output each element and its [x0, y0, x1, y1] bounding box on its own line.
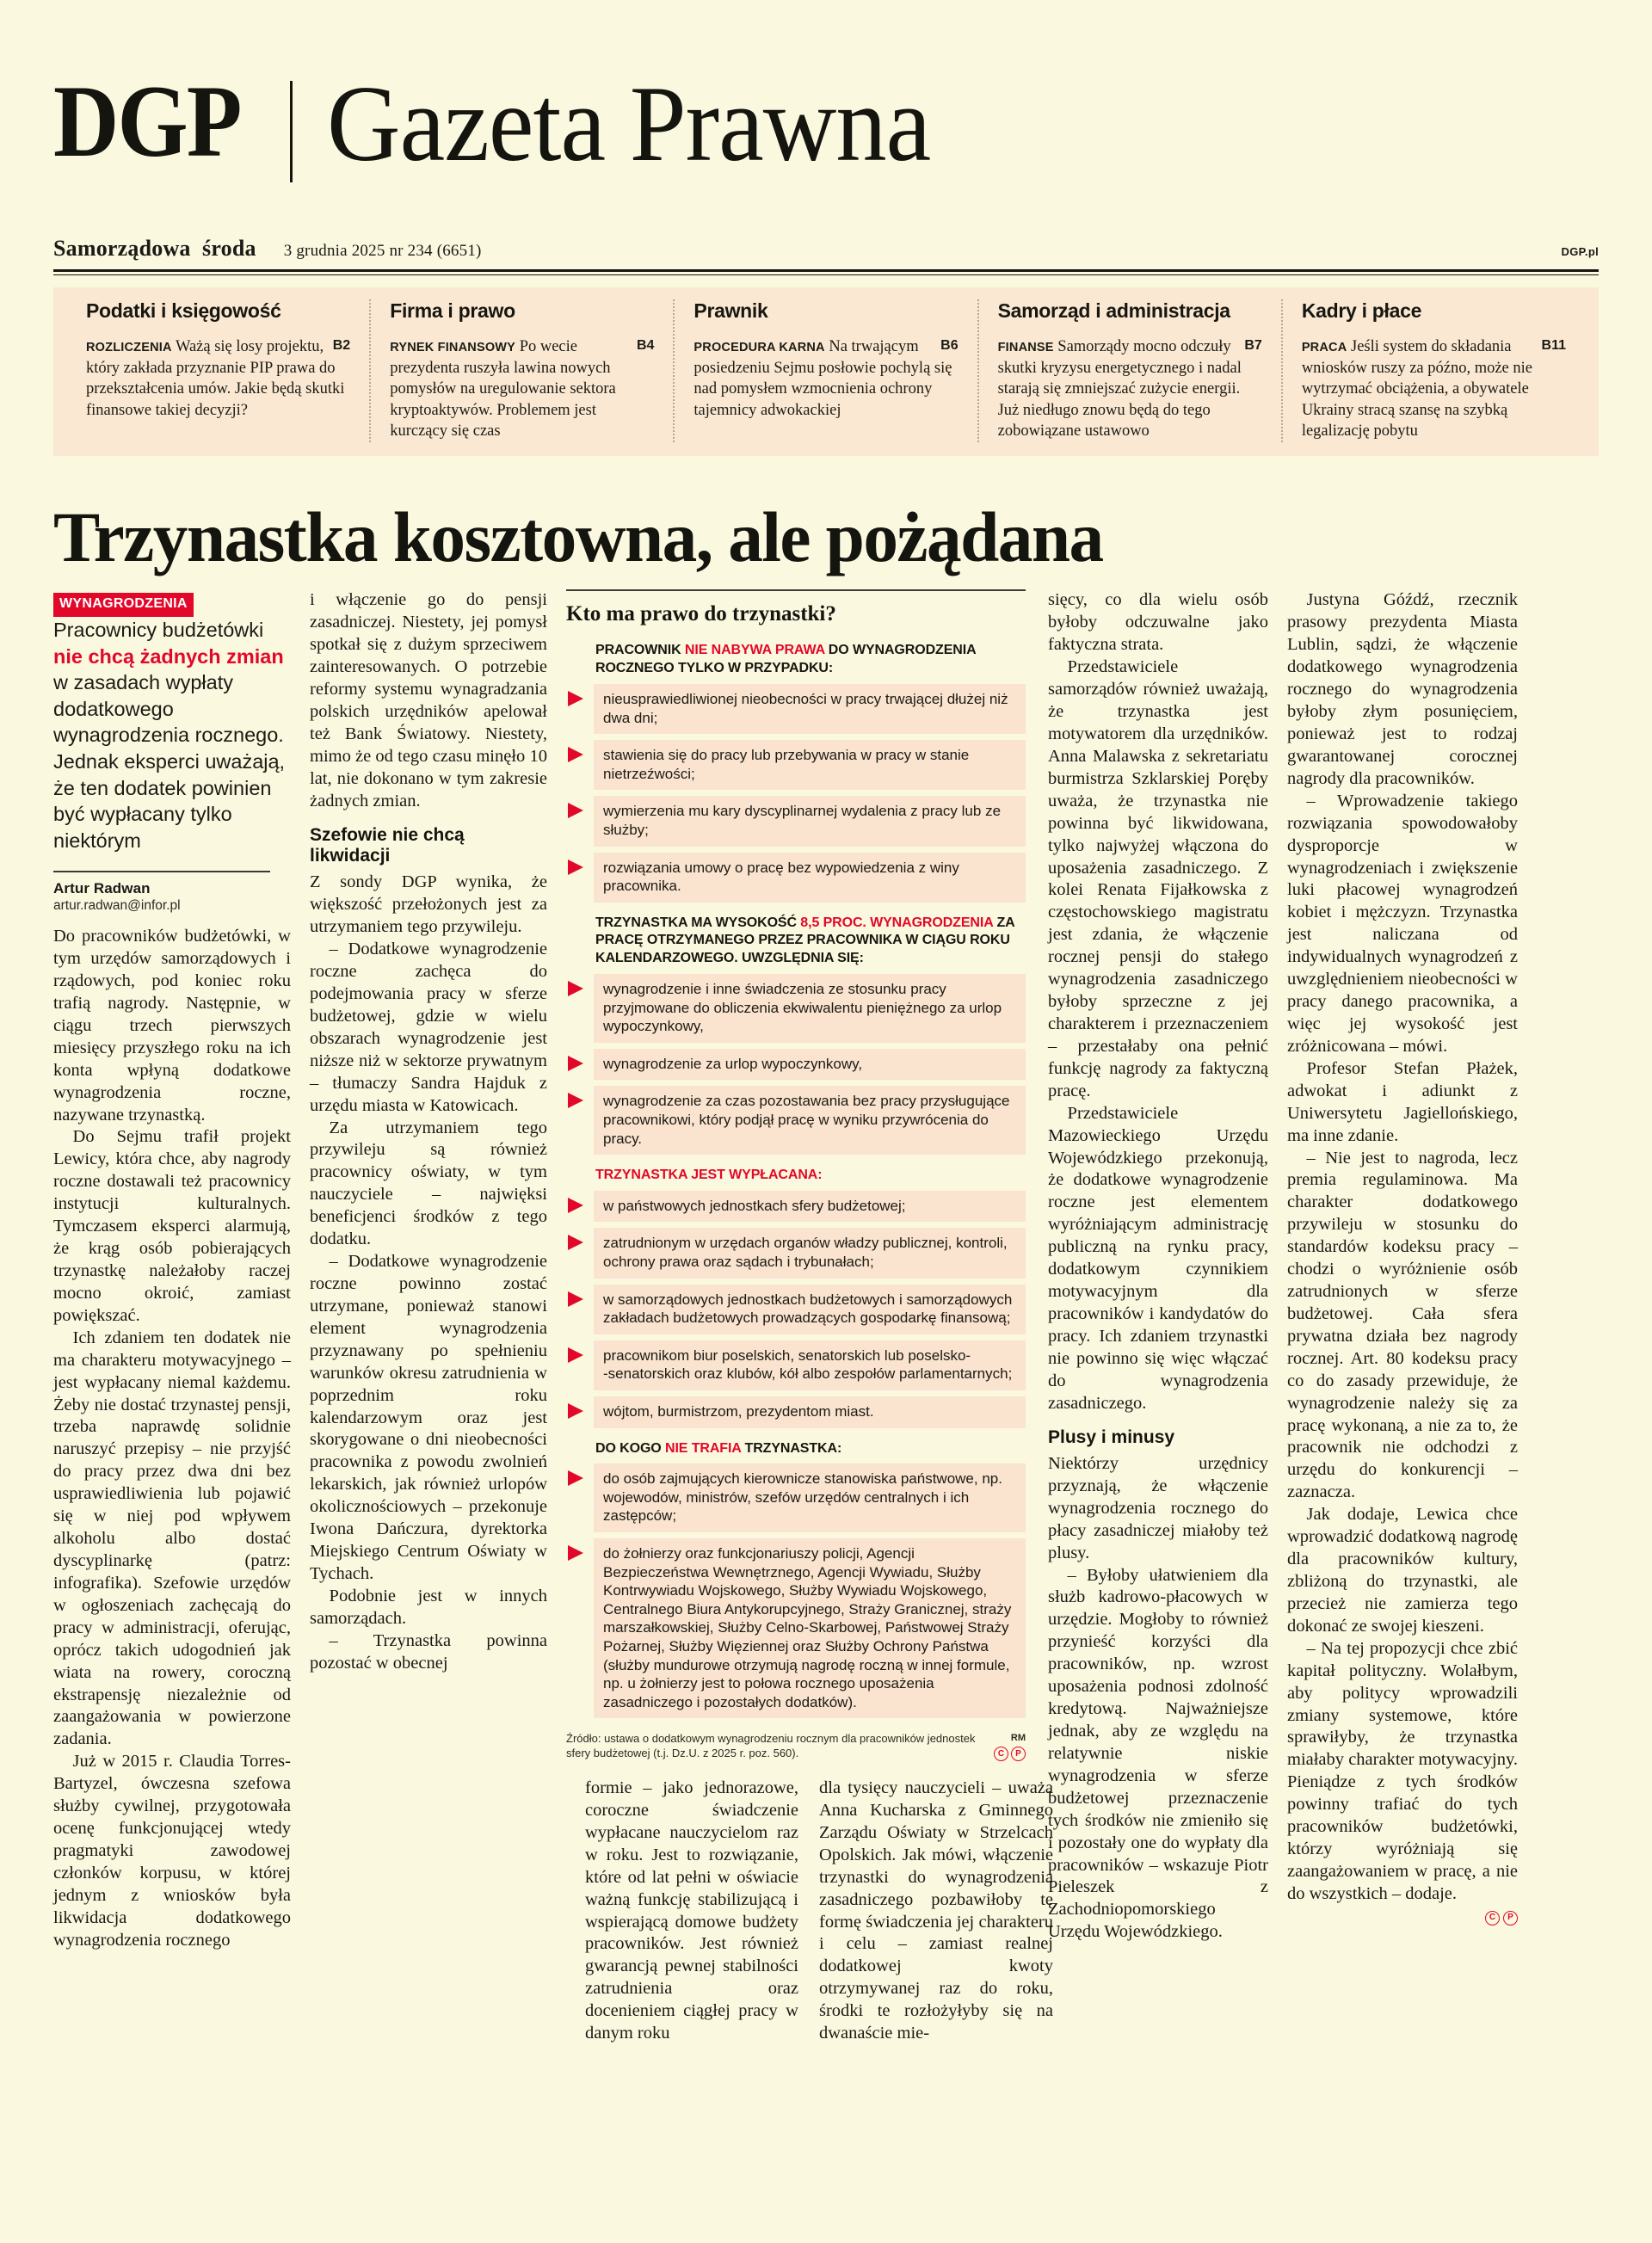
promo-section-title: Prawnik [693, 299, 768, 322]
infobox-list-item [566, 1340, 1026, 1390]
lead-part2: w zasadach wypłaty dodatkowego wynagrodzenia rocznego. Jednak eksperci uważają, że ten dodatek powinien być wypłacany tylko niektórym [53, 671, 286, 852]
paragraph: Za utrzymaniem tego przywileju są również pracownicy oświaty, w tym nauczyciele – najwięksi beneficjenci środków z tego dodatku. [310, 1118, 547, 1249]
infographic-box [566, 589, 1048, 1951]
article-text-col2-top [310, 589, 547, 812]
edition-kicker: Samorządowa środa [53, 236, 256, 261]
logo-dgp: DGP [53, 64, 241, 178]
infobox-title: Kto ma prawo do trzynastki? [566, 602, 836, 626]
paragraph: – Trzynastka powinna pozostać w obecnej [310, 1630, 547, 1673]
website-label[interactable]: DGP.pl [1561, 245, 1599, 258]
article-column-4 [1048, 589, 1287, 1951]
infobox-list-item [566, 796, 1026, 846]
item-text: wymierzenia mu kary dyscyplinarnej wydalenia z pracy lub ze służby; [594, 796, 1026, 846]
arrow-right-icon [566, 1197, 585, 1214]
article-column-1 [53, 589, 310, 1951]
paragraph: Już w 2015 r. Claudia Torres-Bartyzel, ówczesna szefowa służby cywilnej, przygotowała ocenę funkcjonującej wtedy pragmatyki zawodowej członków korpusu, w której jednym z wniosków była likwidacja dodatkowego wynagrodzenia rocznego [53, 1752, 291, 1950]
continuation-column-2 [819, 1778, 1053, 2045]
item-text: nieusprawiedliwionej nieobecności w pracy trwającej dłużej niż dwa dni; [594, 684, 1026, 734]
paragraph: sięcy, co dla wielu osób byłoby odczuwalne jako faktyczna strata. [1048, 590, 1268, 655]
continuation-column-1 [585, 1778, 819, 2045]
infobox-list-item [566, 1228, 1026, 1278]
article-body-grid [53, 589, 1599, 1951]
arrow-right-icon [566, 1346, 585, 1364]
infobox-list-item [566, 974, 1026, 1043]
infobox-list-item [566, 740, 1026, 790]
item-text: stawienia się do pracy lub przebywania w pracy w stanie nietrzeźwości; [594, 740, 1026, 790]
article-continuation-row [585, 1778, 1067, 2045]
paragraph: – Wprowadzenie takiego rozwiązania spowodowałoby dysproporcje w wynagrodzeniach i zwiększenie luki płacowej wynagrodzeń kobiet i mężczyzn. Trzynastka jest naliczana od indywidualnych wynagrodzeń z uwzględnieniem nieobecności w pracy danego pracownika, a więc jej wysokość jest zróżnicowana – mówi. [1287, 791, 1518, 1056]
infobox-list-item [566, 1285, 1026, 1334]
heading-highlight: 8,5 PROC. WYNAGRODZENIA [800, 915, 994, 930]
paragraph: Podobnie jest w innych samorządach. [310, 1586, 547, 1628]
arrow-right-icon [566, 802, 585, 819]
article-column-2 [310, 589, 566, 1951]
arrow-right-icon [566, 746, 585, 763]
paragraph: Przedstawiciele samorządów również uważają, że trzynastka jest motywatorem dla urzędników. Anna Malawska z sekretariatu burmistrza Szklarskiej Poręby uważa, że trzynastka nie powinna być likwidowana, tylko najwyżej włączona do uposażenia zasadniczego. Z kolei Renata Fijałkowska z częstochowskiego magistratu jest zdania, że włączenie rocznej pensji do stałego wynagrodzenia zasadniczego byłoby sprzeczne z jej charakterem i przeznaczeniem – przestałaby ona pełnić funkcję nagrody za faktyczną pracę. [1048, 657, 1268, 1100]
promo-section-title: Samorząd i administracja [997, 299, 1230, 322]
copyright-p-icon: P [1011, 1747, 1026, 1761]
promo-page-number: B7 [1244, 338, 1262, 353]
promo-section-body [1302, 336, 1566, 442]
item-text: do żołnierzy oraz funkcjonariuszy policji, Agencji Bezpieczeństwa Wewnętrznego, Agencji Wywiadu, Służby Kontrwywiadu Wojskowego, Służby Wywiadu Wojskowego, Centralnego Biura Antykorupcyjnego, Straży Granicznej, straży marszałkowskiej, Służby Celno-Skarbowej, Państwowej Straży Pożarnej, Służby Więziennej oraz Służby Ochrony Państwa (służby mundurowe otrzymują nagrodę roczną w innej formule, np. u żołnierzy jest to połowa rocznego uposażenia zasadniczego i pozostałych dodatków). [594, 1538, 1026, 1718]
heading-highlight: TRZYNASTKA JEST WYPŁACANA: [595, 1168, 823, 1183]
infobox-group-heading [595, 642, 1026, 678]
promo-item-prawnik[interactable] [675, 299, 978, 442]
paragraph: Ich zdaniem ten dodatek nie ma charakteru motywacyjnego – jest wypłacany niemal każdemu. Żeby nie dostać trzynastej pensji, trzeba naprawdę solidnie naruszyć przepisy – nie przyjść do pracy przez dwa dni bez usprawiedliwienia lub pojawić się w niej pod wpływem alkoholu albo dostać dyscyplinarkę (patrz: infografika). Szefowie urzędów w ogłoszeniach zachęcają do pracy w administracji, oferując, oprócz takich udogodnień jak wiata na rowery, coroczną ekstrapensję niezależnie od zaangażowania w powierzone zadania. [53, 1328, 291, 1749]
promo-label: FINANSE [997, 341, 1054, 354]
arrow-right-icon [566, 859, 585, 876]
graphic-credit: RM [1010, 1733, 1026, 1744]
promo-item-podatki[interactable] [67, 299, 371, 442]
promo-label: PRACA [1301, 341, 1347, 354]
promo-page-number: B2 [332, 338, 351, 353]
item-text: wynagrodzenie za czas pozostawania bez pracy przysługujące pracownikowi, który podjął pracę w wyniku przywrócenia do pracy. [594, 1086, 1026, 1155]
heading-part: ZA PRACĘ OTRZYMANEGO PRZEZ PRACOWNIKA W CIĄGU ROKU KALENDARZOWEGO. UWZGLĘDNIA SIĘ: [595, 915, 1014, 966]
arrow-right-icon [566, 1234, 585, 1251]
paragraph: – Dodatkowe wynagrodzenie roczne powinno zostać utrzymane, ponieważ stanowi element wynagrodzenia przyznawany po spełnieniu warunków okresu zatrudnienia w poprzednim roku kalendarzowym oraz jest skorygowane o dni nieobecności pracownika z powodu zwolnień lekarskich, jak również urlopów okolicznościowych – przekonuje Iwona Dańczura, dyrektorka Miejskiego Centrum Oświaty w Tychach. [310, 1252, 547, 1583]
arrow-right-icon [566, 1544, 585, 1562]
subheading-szefowie: Szefowie nie chcą likwidacji [310, 824, 465, 866]
heading-highlight: NIE TRAFIA [664, 1440, 742, 1456]
item-text: wynagrodzenie za urlop wypoczynkowy, [594, 1049, 1026, 1081]
item-text: w państwowych jednostkach sfery budżetowej; [594, 1191, 1026, 1223]
article-text-col4-after [1048, 1453, 1268, 1944]
article-end-marks [1287, 1911, 1518, 1926]
logo-divider [290, 81, 293, 182]
paragraph: Jak dodaje, Lewica chce wprowadzić dodatkową nagrodę dla pracowników kultury, zbliżoną do trzynastki, ale przecież nie zamierza tego dokonać ze swojej kieszeni. [1287, 1505, 1518, 1636]
promo-page-number: B11 [1541, 338, 1567, 353]
promo-text: Ważą się losy projektu, który zakłada przyznanie PIP prawa do przekształcenia umów. Jakie będą skutki finansowe takiej decyzji? [86, 338, 345, 419]
promo-page-number: B6 [940, 338, 959, 353]
date-bar [53, 236, 1599, 269]
arrow-right-icon [566, 1470, 585, 1487]
promo-section-body [998, 336, 1262, 442]
paragraph: Niektórzy urzędnicy przyznają, że włączenie wynagrodzenia rocznego do płacy zasadniczej miałoby też plusy. [1048, 1453, 1268, 1562]
issue-info: 3 grudnia 2025 nr 234 (6651) [283, 242, 482, 260]
subheading-plusy-i-minusy: Plusy i minusy [1048, 1427, 1175, 1447]
article-column-5 [1287, 589, 1518, 1951]
article-text-col4 [1048, 589, 1268, 1414]
heading-part: DO KOGO [595, 1440, 665, 1456]
article-text-col2-bottom [310, 872, 547, 1674]
masthead [53, 0, 1599, 182]
section-promo-strip [53, 287, 1599, 456]
heading-part: TRZYNASTKA: [741, 1440, 842, 1456]
heading-part: TRZYNASTKA MA WYSOKOŚĆ [595, 915, 801, 930]
source-text: Źródło: ustawa o dodatkowym wynagrodzeniu rocznym dla pracowników jednostek sfery budżetowej (t.j. Dz.U. z 2025 r. poz. 560). [566, 1732, 976, 1760]
paragraph: Z sondy DGP wynika, że większość przełożonych jest za utrzymaniem tego przywileju. [310, 872, 547, 937]
paragraph: Przedstawiciele Mazowieckiego Urzędu Wojewódzkiego przekonują, że dodatkowe wynagrodzenie roczne jest elementem wyróżniającym administrację publiczną na rynku pracy, dodatkowym czynnikiem motywacyjnym dla pracowników i kandydatów do pracy. Ich zdaniem trzynastki nie powinno się więc włączać do wynagrodzenia zasadniczego. [1048, 1103, 1268, 1413]
paragraph: – Byłoby ułatwieniem dla służb kadrowo-płacowych w urzędzie. Mogłoby to również przynieść korzyści dla pracowników, np. wzrost uposażenia podnosi zdolność kredytową. Najważniejsze jednak, aby ze względu na relatywnie niskie wynagrodzenia w sferze budżetowej przeznaczenie tych środków nie zmieniło się i pozostały one do wypłaty dla pracowników – wskazuje Piotr Pieleszek z Zachodniopomorskiego Urzędu Wojewódzkiego. [1048, 1565, 1268, 1942]
arrow-right-icon [566, 1291, 585, 1308]
author-email[interactable]: artur.radwan@infor.pl [53, 898, 181, 914]
infobox-list-item [566, 853, 1026, 903]
infobox-list-item [566, 1086, 1026, 1155]
promo-text: Na trwającym posiedzeniu Sejmu posłowie pochylą się nad pomysłem wzmocnienia ochrony tajemnicy adwokackiej [693, 338, 952, 419]
copyright-p-icon: P [1503, 1911, 1518, 1926]
promo-item-firma[interactable] [371, 299, 675, 442]
lead-part1: Pracownicy budżetówki [53, 619, 264, 642]
infobox-list-item [566, 684, 1026, 734]
paragraph: Profesor Stefan Płażek, adwokat i adiunkt z Uniwersytetu Jagiellońskiego, ma inne zdanie. [1287, 1058, 1518, 1145]
paragraph: – Na tej propozycji chce zbić kapitał polityczny. Wolałbym, aby politycy wprowadzili zmiany systemowe, które sprawiłyby, że trzynastka miałaby charakter motywacyjny. Pieniądze z tych środków powinny trafiać do tych pracowników budżetówki, którzy wyróżniają się zaangażowaniem w pracę, a nie do wszystkich – dodaje. [1287, 1638, 1518, 1903]
promo-item-samorzad[interactable] [979, 299, 1283, 442]
copyright-marks [994, 1747, 1026, 1761]
promo-section-body [390, 336, 654, 442]
paragraph: – Dodatkowe wynagrodzenie roczne zachęca do podejmowania pracy w sferze budżetowej, gdzie w wielu obszarach wynagrodzenie jest niższe niż w sektorze prywatnym – tłumaczy Sandra Hajduk z urzędu miasta w Katowicach. [310, 940, 547, 1115]
masthead-rule-thin [53, 274, 1599, 275]
paragraph: formie – jako jednorazowe, coroczne świadczenie wypłacane nauczycielom raz w roku. Jest to rozwiązanie, które od lat pełni w oświacie ważną funkcję stabilizującą i wspierającą domowe budżety pracowników. Jest również gwarancją pewnej stabilności zatrudnienia oraz docenieniem ciągłej pracy w danym roku [585, 1778, 798, 2043]
paragraph: Do pracowników budżetówki, w tym urzędów samorządowych i rządowych, pod koniec roku trafią nagrody. Następnie, w ciągu trzech pierwszych miesięcy przyszłego roku na ich konta wpłyną dodatkowe wynagrodzenia roczne, nazywane trzynastką. [53, 927, 291, 1125]
promo-section-title: Firma i prawo [390, 299, 515, 322]
infobox-group-heading [595, 1167, 1026, 1185]
infobox-list-item [566, 1538, 1026, 1718]
arrow-right-icon [566, 980, 585, 997]
item-text: zatrudnionym w urzędach organów władzy publicznej, kontroli, ochrony prawa oraz sądach i trybunałach; [594, 1228, 1026, 1278]
copyright-c-icon: C [1485, 1911, 1500, 1926]
promo-section-body [86, 336, 350, 421]
logo-gazeta-prawna: Gazeta Prawna [327, 65, 931, 184]
item-text: rozwiązania umowy o pracę bez wypowiedzenia z winy pracownika. [594, 853, 1026, 903]
arrow-right-icon [566, 690, 585, 707]
lead-category-tag: WYNAGRODZENIA [53, 593, 194, 617]
heading-highlight: NIE NABYWA PRAWA [684, 643, 825, 658]
article-text-col5 [1287, 589, 1518, 1905]
promo-item-kadry[interactable] [1283, 299, 1585, 442]
promo-page-number: B4 [636, 338, 655, 353]
promo-section-title: Podatki i księgowość [86, 299, 281, 322]
arrow-right-icon [566, 1055, 585, 1072]
byline-divider [53, 871, 270, 872]
masthead-rule-thick [53, 269, 1599, 272]
promo-text: Samorządy mocno odczuły skutki kryzysu energetycznego i nadal starają się zmniejszać zużycie energii. Już niedługo znowu będą do tego zobowiązane ustawowo [997, 338, 1242, 441]
paragraph: – Nie jest to nagroda, lecz premia regulaminowa. Ma charakter dodatkowego przywileju w stosunku do standardów kodeksu pracy – chodzi o wyróżnienie osób zatrudnionych w sferze budżetowej. Cała sfera prywatna działa bez nagrody rocznej. Art. 80 kodeksu pracy co do zasady przewiduje, że wynagrodzenie należy się za pracę wykonaną, a nie za to, że pracownik nie odchodzi z urzędu do konkurencji – zaznacza. [1287, 1148, 1518, 1502]
promo-text: Po wecie prezydenta ruszyła lawina nowych pomysłów na uregulowanie sektora kryptoaktywów. Problemem jest kurczący się czas [390, 338, 616, 441]
promo-label: ROZLICZENIA [86, 341, 172, 354]
article-headline: Trzynastka kosztowna, ale pożądana [53, 496, 1103, 576]
paragraph: Do Sejmu trafił projekt Lewicy, która chce, aby nagrody roczne dostawali też pracownicy instytucji kulturalnych. Tymczasem eksperci alarmują, że krąg osób pobierających trzynastkę należałoby raczej mocno okroić, zamiast powiększać. [53, 1127, 291, 1325]
item-text: w samorządowych jednostkach budżetowych i samorządowych zakładach budżetowych prowadzących gospodarkę finansową; [594, 1285, 1026, 1334]
item-text: pracownikom biur poselskich, senatorskich lub poselsko-‑senatorskich oraz klubów, kół albo zespołów parlamentarnych; [594, 1340, 1026, 1390]
arrow-right-icon [566, 1092, 585, 1109]
item-text: wynagrodzenie i inne świadczenia ze stosunku pracy przyjmowane do obliczenia ekwiwalentu pieniężnego za urlop wypoczynkowy, [594, 974, 1026, 1043]
paragraph: i włączenie go do pensji zasadniczej. Niestety, jej pomysł spotkał się z dużym sprzeciwem zainteresowanych. O potrzebie reformy systemu wynagradzania polskich urzędników apelował też Bank Światowy. Niestety, mimo że od tego czasu minęło 10 lat, nie dokonano w tym zakresie żadnych zmian. [310, 590, 547, 810]
paragraph: dla tysięcy nauczycieli – uważa Anna Kucharska z Gminnego Zarządu Oświaty w Strzelcach Opolskich. Jak mówi, włączenie trzynastki do wynagrodzenia zasadniczego pozbawiłoby tę formę świadczenia jej charakteru i celu – zamiast realnej dodatkowej kwoty otrzymywanej raz do roku, środki te rozłożyłyby się na dwanaście mie- [819, 1778, 1053, 2043]
heading-part: DO WYNAGRODZENIA ROCZNEGO TYLKO W PRZYPADKU: [595, 643, 976, 676]
infobox-group-heading [595, 1440, 1026, 1458]
article-text-col1 [53, 926, 291, 1951]
paragraph: Justyna Góźdź, rzecznik prasowy prezydenta Miasta Lublin, sądzi, że włączenie dodatkowego wynagrodzenia rocznego do wynagrodzenia byłoby złym posunięciem, ponieważ jest to rodzaj gwarantowanej corocznej nagrody dla pracowników. [1287, 590, 1518, 788]
promo-label: RYNEK FINANSOWY [390, 341, 516, 354]
author-name: Artur Radwan [53, 880, 151, 897]
infobox-list-item [566, 1396, 1026, 1428]
item-text: do osób zajmujących kierownicze stanowiska państwowe, np. wojewodów, ministrów, szefów urzędów centralnych i ich zastępców; [594, 1463, 1026, 1532]
infobox-list-item [566, 1463, 1026, 1532]
lead-highlight: nie chcą żadnych zmian [53, 644, 284, 668]
promo-section-body [693, 336, 958, 421]
copyright-c-icon: C [994, 1747, 1008, 1761]
promo-text: Jeśli system do składania wniosków ruszy za późno, może nie wytrzymać obciążenia, a obywatele Ukrainy stracą szansę na szybką legalizację pobytu [1301, 338, 1532, 441]
infobox-list-item [566, 1191, 1026, 1223]
infobox-group-heading [595, 915, 1026, 968]
arrow-right-icon [566, 1402, 585, 1420]
infobox-top-rule [566, 589, 1026, 591]
promo-label: PROCEDURA KARNA [693, 341, 825, 354]
promo-section-title: Kadry i płace [1301, 299, 1422, 322]
infobox-source [566, 1732, 1026, 1761]
infobox-list-item [566, 1049, 1026, 1081]
article-lead [53, 589, 291, 853]
heading-part: PRACOWNIK [595, 643, 685, 658]
item-text: wójtom, burmistrzom, prezydentom miast. [594, 1396, 1026, 1428]
